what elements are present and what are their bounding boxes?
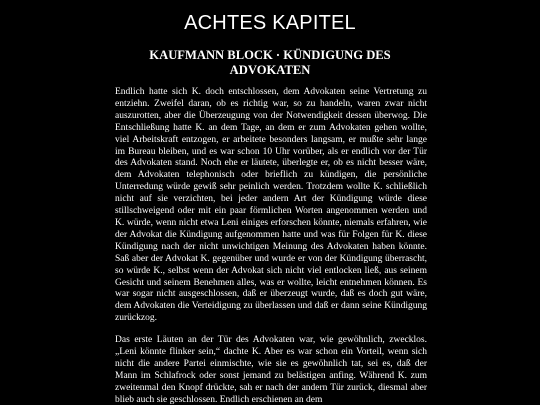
section-title: KAUFMANN BLOCK · KÜNDIGUNG DES ADVOKATEN [149, 48, 391, 77]
chapter-title: ACHTES KAPITEL [184, 12, 356, 34]
body-text [115, 87, 427, 405]
paragraph-1: Endlich hatte sich K. doch entschlossen, dem Advokaten seine Vertretung zu entziehn. Zweifel daran, ob es richtig war, so zu handeln, waren zwar nicht auszurotten, aber die Überzeugung von der Notwendigkeit dessen überwog. Die Entschließung hatte K. an dem Tage, an dem er zum Advokaten gehen wollte, viel Arbeitskraft entzogen, er arbeitete besonders langsam, er mußte sehr lange im Bureau bleiben, und es war schon 10 Uhr vorüber, als er endlich vor der Tür des Advokaten stand. Noch ehe er läutete, überlegte er, ob es nicht besser wäre, dem Advokaten telephonisch oder brieflich zu kündigen, die persönliche Unterredung würde gewiß sehr peinlich werden. Trotzdem wollte K. schließlich nicht auf sie verzichten, bei jeder andern Art der Kündigung würde diese stillschweigend oder mit ein paar förmlichen Worten angenommen werden und K. würde, wenn nicht etwa Leni einiges erforschen könnte, niemals erfahren, wie der Advokat die Kündigung aufgenommen hatte und was für Folgen für K. diese Kündigung nach der nicht unwichtigen Meinung des Advokaten haben könnte. Saß aber der Advokat K. gegenüber und wurde er von der Kündigung überrascht, so würde K., selbst wenn der Advokat sich nicht viel entlocken ließ, aus seinem Gesicht und seinem Benehmen alles, was er wollte, leicht entnehmen können. Es war sogar nicht ausgeschlossen, daß er überzeugt wurde, daß es doch gut wäre, dem Advokaten die Verteidigung zu überlassen und daß er dann seine Kündigung zurückzog. [115, 87, 427, 324]
paragraph-2: Das erste Läuten an der Tür des Advokaten war, wie gewöhnlich, zwecklos. „Leni könnte flinker sein,“ dachte K. Aber es war schon ein Vorteil, wenn sich nicht die andere Partei einmischte, wie sie es gewöhnlich tat, sei es, daß der Mann im Schlafrock oder sonst jemand zu belästigen anfing. Während K. zum zweitenmal den Knopf drückte, sah er nach der andern Tür zurück, diesmal aber blieb auch sie geschlossen. Endlich erschienen an dem [115, 335, 427, 405]
